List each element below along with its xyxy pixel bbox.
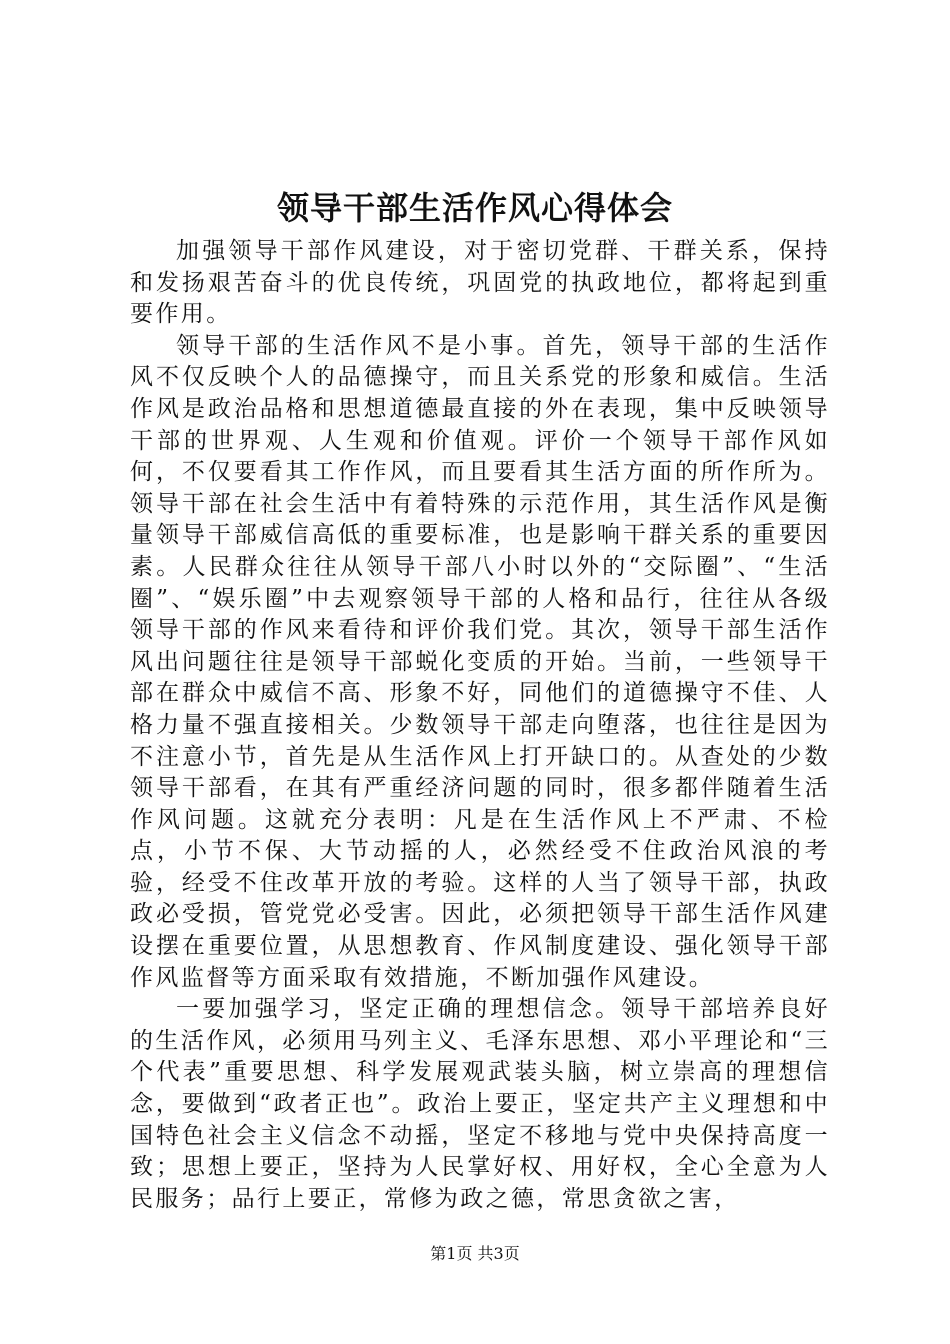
paragraph-1: 加强领导干部作风建设，对于密切党群、干群关系，保持和发扬艰苦奋斗的优良传统，巩固党的执政地位，都将起到重要作用。 xyxy=(130,238,830,328)
page-number-footer: 第1页 共3页 xyxy=(430,1244,520,1263)
document-body xyxy=(130,236,830,1215)
document-title: 领导干部生活作风心得体会 xyxy=(276,189,673,227)
paragraph-2: 领导干部的生活作风不是小事。首先，领导干部的生活作风不仅反映个人的品德操守，而且关系党的形象和威信。生活作风是政治品格和思想道德最直接的外在表现，集中反映领导干部的世界观、人生观和价值观。评价一个领导干部作风如何，不仅要看其工作作风，而且要看其生活方面的所作所为。领导干部在社会生活中有着特殊的示范作用，其生活作风是衡量领导干部威信高低的重要标准，也是影响干群关系的重要因素。人民群众往往从领导干部八小时以外的“交际圈”、“生活圈”、“娱乐圈”中去观察领导干部的人格和品行，往往从各级领导干部的作风来看待和评价我们党。其次，领导干部生活作风出问题往往是领导干部蜕化变质的开始。当前，一些领导干部在群众中威信不高、形象不好，同他们的道德操守不佳、人格力量不强直接相关。少数领导干部走向堕落，也往往是因为不注意小节，首先是从生活作风上打开缺口的。从查处的少数领导干部看，在其有严重经济问题的同时，很多都伴随着生活作风问题。这就充分表明：凡是在生活作风上不严肃、不检点，小节不保、大节动摇的人，必然经受不住政治风浪的考验，经受不住改革开放的考验。这样的人当了领导干部，执政政必受损，管党党必受害。因此，必须把领导干部生活作风建设摆在重要位置，从思想教育、作风制度建设、强化领导干部作风监督等方面采取有效措施，不断加强作风建设。 xyxy=(130,332,830,991)
paragraph-3: 一要加强学习，坚定正确的理想信念。领导干部培养良好的生活作风，必须用马列主义、毛泽东思想、邓小平理论和“三个代表”重要思想、科学发展观武装头脑，树立崇高的理想信念，要做到“政者正也”。政治上要正，坚定共产主义理想和中国特色社会主义信念不动摇，坚定不移地与党中央保持高度一致；思想上要正，坚持为人民掌好权、用好权，全心全意为人民服务；品行上要正，常修为政之德，常思贪欲之害， xyxy=(130,996,830,1212)
